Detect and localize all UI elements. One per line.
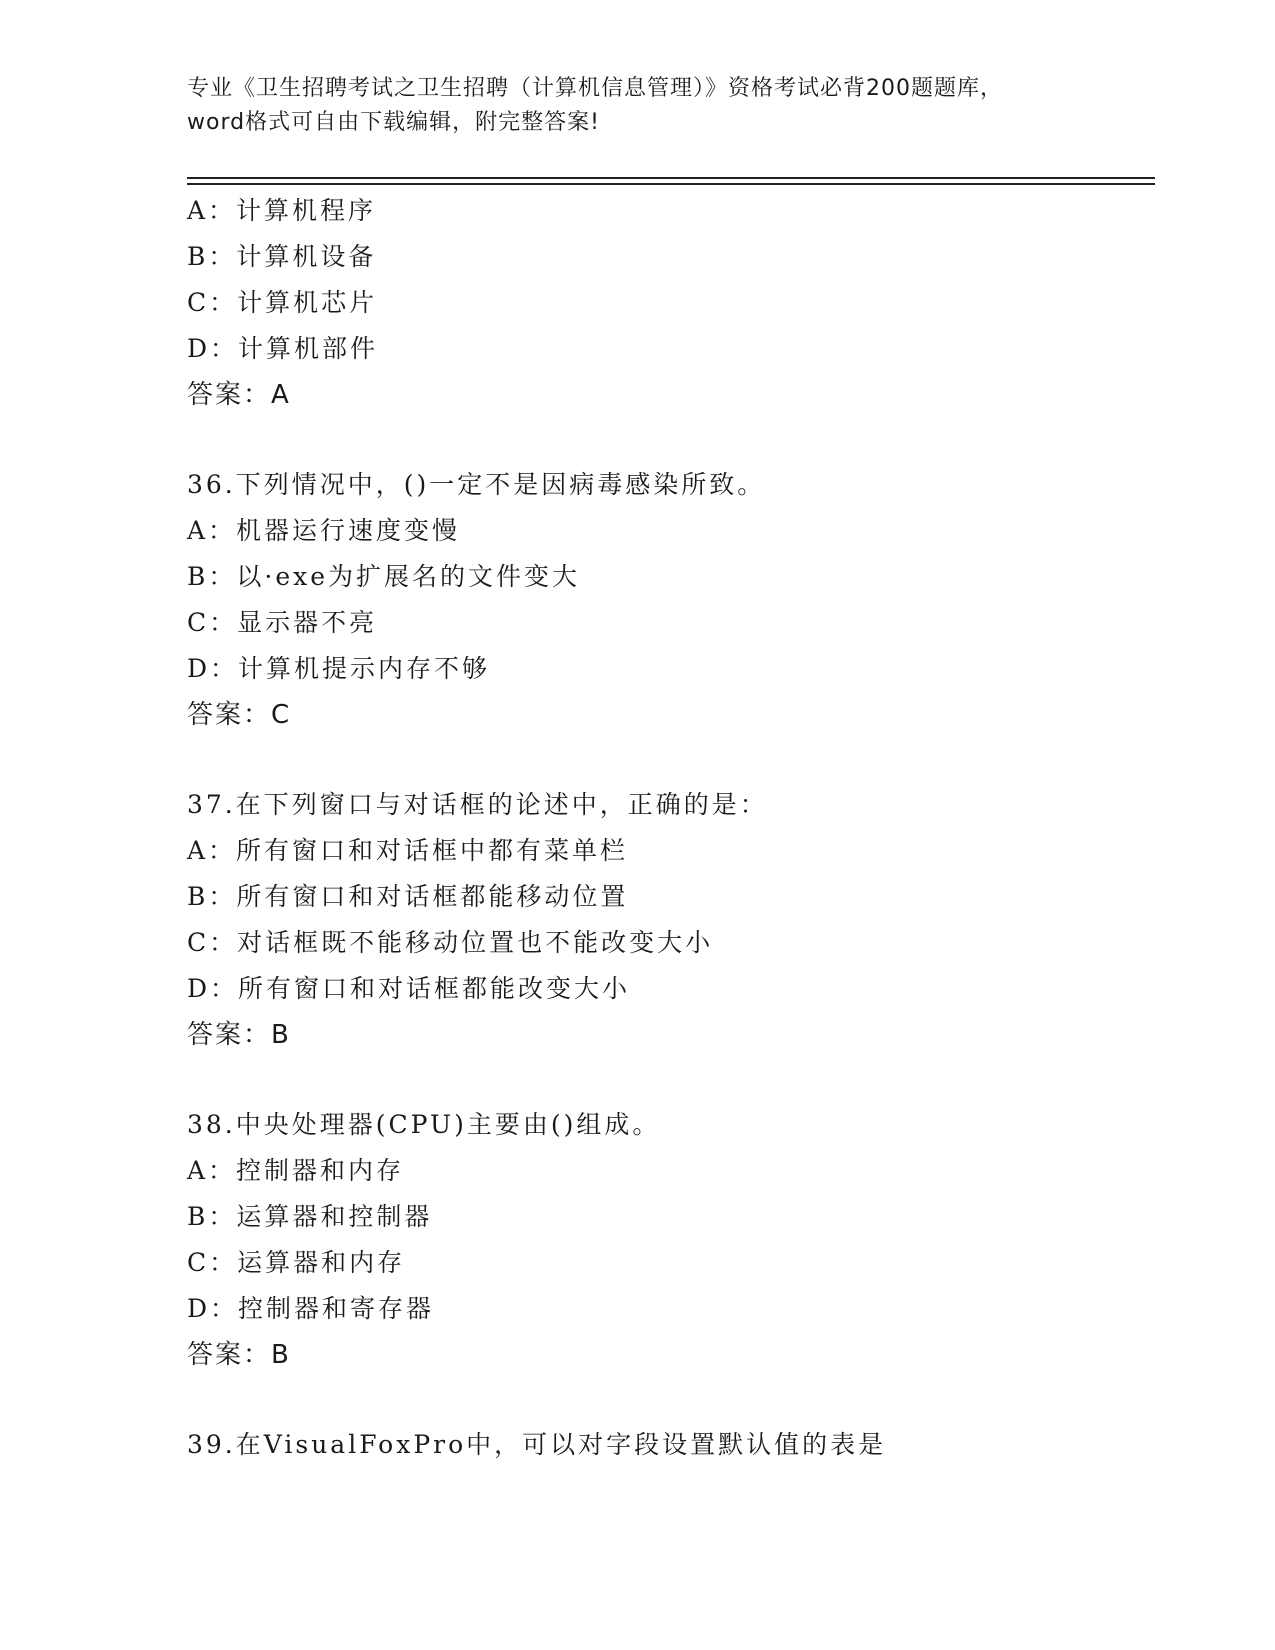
spacer [187, 1058, 1147, 1102]
option-a: A：控制器和内存 [187, 1156, 405, 1185]
answer-value: C [271, 700, 292, 730]
answer-label: 答案 ： [187, 380, 271, 410]
question-list [187, 188, 1147, 1468]
spacer [187, 738, 1147, 782]
option-a: A：所有窗口和对话框中都有菜单栏 [187, 836, 629, 865]
answer-line [187, 372, 1147, 418]
header-divider-top [187, 177, 1155, 179]
option-b: B：所有窗口和对话框都能移动位置 [187, 882, 629, 911]
question-block-38 [187, 1102, 1147, 1378]
answer-line [187, 1332, 1147, 1378]
option-d: D：控制器和寄存器 [187, 1294, 435, 1323]
answer-value: A [271, 380, 291, 410]
answer-value: B [271, 1340, 291, 1370]
spacer [187, 418, 1147, 462]
option-c: C：显示器不亮 [187, 608, 378, 637]
header-line-2: word格式可自由下载编辑，附完整答案! [187, 110, 600, 135]
question-block-35 [187, 188, 1147, 418]
question-block-37 [187, 782, 1147, 1058]
option-d: D：计算机部件 [187, 334, 379, 363]
header-line-1: 专业《卫生招聘考试之卫生招聘（计算机信息管理）》资格考试必背200题题库， [187, 76, 1003, 101]
question-block-36 [187, 462, 1147, 738]
question-block-39 [187, 1422, 1147, 1468]
option-c: C：运算器和内存 [187, 1248, 406, 1277]
option-b: B：计算机设备 [187, 242, 377, 271]
question-text: 36.下列情况中，()一定不是因病毒感染所致。 [187, 470, 766, 499]
option-d: D：计算机提示内存不够 [187, 654, 491, 683]
option-a: A：机器运行速度变慢 [187, 516, 461, 545]
option-c: C：计算机芯片 [187, 288, 378, 317]
question-text: 38.中央处理器(CPU)主要由()组成。 [187, 1110, 661, 1139]
option-a: A：计算机程序 [187, 196, 377, 225]
option-d: D：所有窗口和对话框都能改变大小 [187, 974, 631, 1003]
document-header [187, 72, 1117, 140]
answer-value: B [271, 1020, 291, 1050]
answer-line [187, 1012, 1147, 1058]
option-b: B：以·exe为扩展名的文件变大 [187, 562, 581, 591]
answer-label: 答案 ： [187, 1020, 271, 1050]
question-text: 39.在VisualFoxPro中，可以对字段设置默认值的表是 [187, 1430, 887, 1459]
answer-label: 答案 ： [187, 700, 271, 730]
question-text: 37.在下列窗口与对话框的论述中，正确的是： [187, 790, 768, 819]
option-c: C：对话框既不能移动位置也不能改变大小 [187, 928, 714, 957]
answer-label: 答案 ： [187, 1340, 271, 1370]
answer-line [187, 692, 1147, 738]
header-divider-bottom [187, 183, 1155, 185]
option-b: B：运算器和控制器 [187, 1202, 433, 1231]
spacer [187, 1378, 1147, 1422]
